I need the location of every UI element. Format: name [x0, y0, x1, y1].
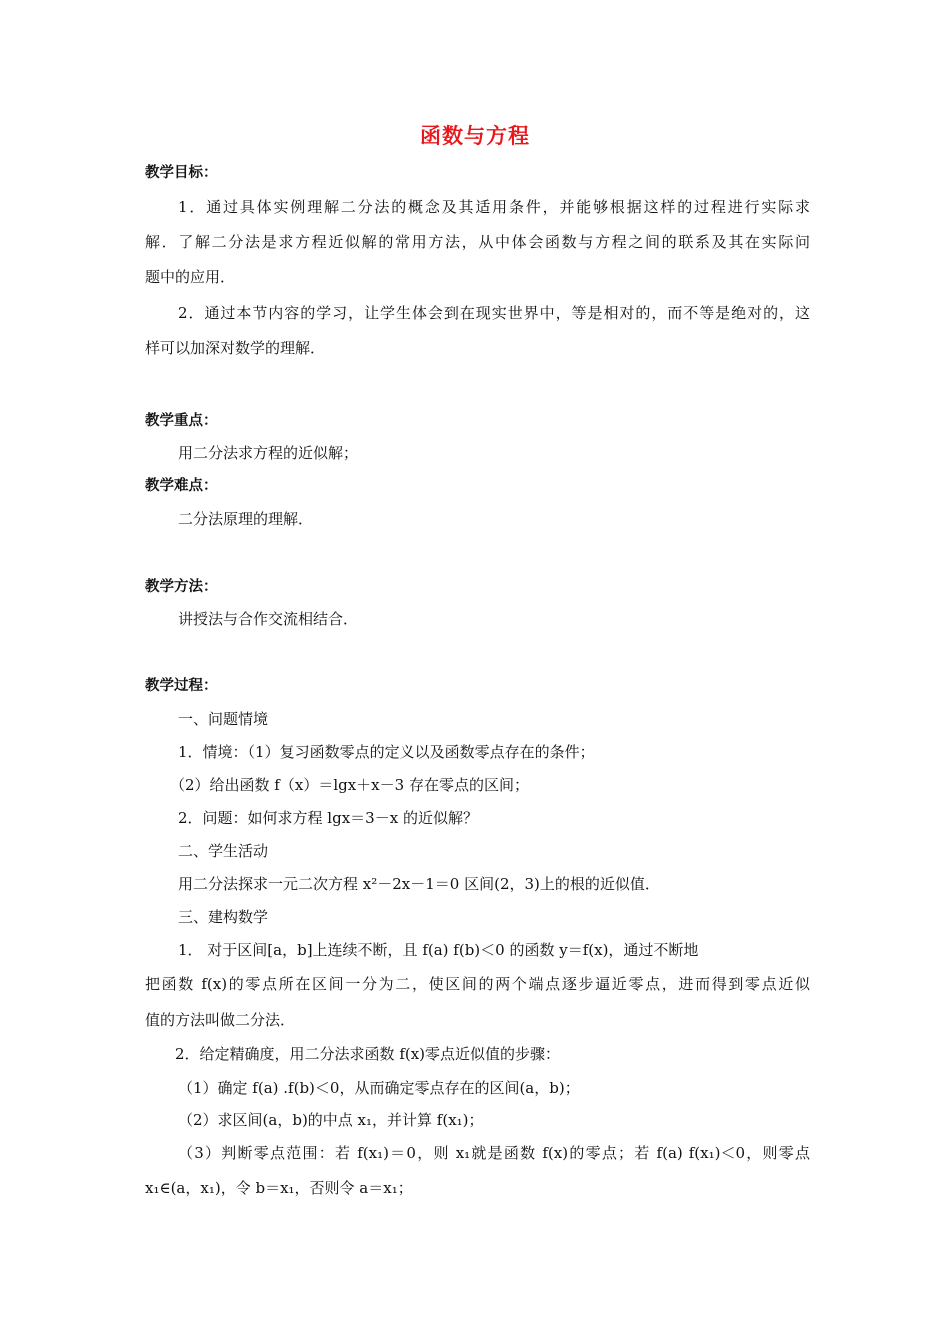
step-2-line: （2）求区间(a，b)的中点 x₁，并计算 f(x₁)；: [178, 1111, 484, 1129]
section-heading-difficulties: 教学难点：: [145, 478, 218, 494]
difficulty-text: 二分法原理的理解．: [178, 510, 314, 528]
situation-line-1: 1．情境：（1）复习函数零点的定义以及函数零点存在的条件；: [178, 743, 595, 761]
steps-title: 2．给定精确度，用二分法求函数 f(x)零点近似值的步骤：: [175, 1045, 561, 1063]
page-title: 函数与方程: [420, 124, 530, 148]
process-part-1-heading: 一、问题情境: [178, 710, 269, 728]
section-heading-key-points: 教学重点：: [145, 413, 218, 429]
definition-line-2: 把函数 f(x)的零点所在区间一分为二，使区间的两个端点逐步逼近零点，进而得到零点近似: [145, 975, 810, 993]
goal-2-line-2: 样可以加深对数学的理解．: [145, 339, 326, 357]
step-3-line-2: x₁∈(a，x₁)，令 b＝x₁，否则令 a＝x₁；: [145, 1179, 413, 1197]
goal-1-line-1: 1．通过具体实例理解二分法的概念及其适用条件，并能够根据这样的过程进行实际求: [178, 198, 810, 216]
section-heading-goals: 教学目标：: [145, 165, 218, 181]
goal-1-line-2: 解．了解二分法是求方程近似解的常用方法，从中体会函数与方程之间的联系及其在实际问: [145, 233, 810, 251]
goal-1-line-3: 题中的应用．: [145, 268, 236, 286]
process-part-2-heading: 二、学生活动: [178, 842, 269, 860]
question-line: 2．问题：如何求方程 lgx＝3－x 的近似解？: [178, 809, 478, 827]
section-heading-process: 教学过程：: [145, 678, 218, 694]
key-point-text: 用二分法求方程的近似解；: [178, 444, 359, 462]
method-text: 讲授法与合作交流相结合．: [178, 610, 359, 628]
section-heading-methods: 教学方法：: [145, 579, 218, 595]
step-3-line-1: （3）判断零点范围：若 f(x₁)＝0，则 x₁就是函数 f(x)的零点；若 f(a) f(x₁)＜0，则零点: [178, 1144, 810, 1162]
process-part-3-heading: 三、建构数学: [178, 908, 269, 926]
goal-2-line-1: 2．通过本节内容的学习，让学生体会到在现实世界中，等是相对的，而不等是绝对的，这: [178, 304, 810, 322]
situation-line-2: （2）给出函数 f（x）＝lgx＋x－3 存在零点的区间；: [170, 776, 529, 794]
definition-line-3: 值的方法叫做二分法．: [145, 1011, 296, 1029]
step-1-line: （1）确定 f(a) .f(b)＜0，从而确定零点存在的区间(a，b)；: [178, 1079, 580, 1097]
activity-line: 用二分法探求一元二次方程 x²－2x－1＝0 区间(2，3)上的根的近似值．: [178, 875, 660, 893]
definition-line-1: 1． 对于区间[a，b]上连续不断，且 f(a) f(b)＜0 的函数 y＝f(x)，通过不断地: [178, 941, 699, 959]
